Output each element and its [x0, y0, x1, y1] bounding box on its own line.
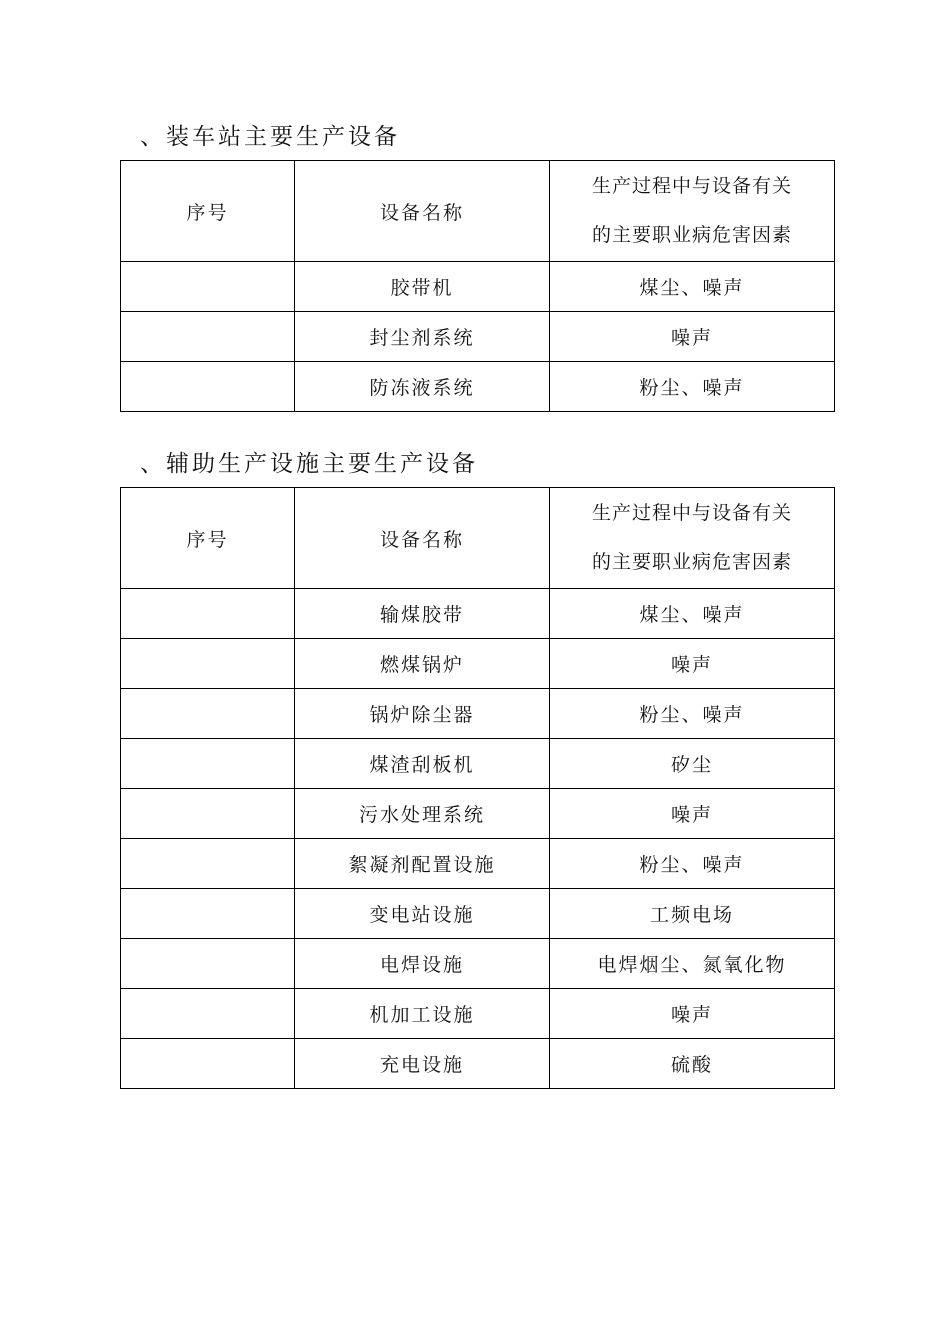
table-header-row	[121, 488, 835, 589]
cell-hazard: 电焊烟尘、氮氧化物	[550, 939, 835, 989]
cell-hazard: 噪声	[550, 312, 835, 362]
section-title-auxiliary-facilities: 、辅助生产设施主要生产设备	[140, 451, 478, 477]
cell-hazard: 噪声	[550, 639, 835, 689]
cell-equipment-name: 防冻液系统	[295, 362, 550, 412]
table-row	[121, 312, 835, 362]
header-equipment-name: 设备名称	[295, 161, 550, 262]
cell-index	[121, 839, 295, 889]
table-row	[121, 839, 835, 889]
table-row	[121, 689, 835, 739]
table-header-row	[121, 161, 835, 262]
table-row	[121, 889, 835, 939]
cell-equipment-name: 充电设施	[295, 1039, 550, 1089]
cell-hazard: 粉尘、噪声	[550, 839, 835, 889]
cell-equipment-name: 机加工设施	[295, 989, 550, 1039]
table-row	[121, 789, 835, 839]
cell-index	[121, 789, 295, 839]
header-index: 序号	[121, 488, 295, 589]
header-hazard-factors	[550, 161, 835, 262]
cell-hazard: 噪声	[550, 789, 835, 839]
cell-index	[121, 889, 295, 939]
header-hazard-line-1: 生产过程中与设备有关	[591, 502, 792, 524]
cell-equipment-name: 胶带机	[295, 262, 550, 312]
header-hazard-factors	[550, 488, 835, 589]
cell-equipment-name: 封尘剂系统	[295, 312, 550, 362]
table-row	[121, 639, 835, 689]
equipment-table-auxiliary-facilities	[120, 487, 835, 1089]
header-hazard-line-2: 的主要职业病危害因素	[591, 551, 792, 573]
cell-index	[121, 1039, 295, 1089]
cell-hazard: 矽尘	[550, 739, 835, 789]
cell-equipment-name: 锅炉除尘器	[295, 689, 550, 739]
cell-equipment-name: 输煤胶带	[295, 589, 550, 639]
cell-equipment-name: 煤渣刮板机	[295, 739, 550, 789]
cell-hazard: 粉尘、噪声	[550, 362, 835, 412]
cell-equipment-name: 燃煤锅炉	[295, 639, 550, 689]
table-row	[121, 989, 835, 1039]
cell-index	[121, 939, 295, 989]
cell-index	[121, 639, 295, 689]
header-index: 序号	[121, 161, 295, 262]
cell-index	[121, 589, 295, 639]
cell-hazard: 工频电场	[550, 889, 835, 939]
cell-hazard: 煤尘、噪声	[550, 589, 835, 639]
cell-equipment-name: 电焊设施	[295, 939, 550, 989]
table-row	[121, 362, 835, 412]
cell-hazard: 噪声	[550, 989, 835, 1039]
cell-hazard: 硫酸	[550, 1039, 835, 1089]
cell-index	[121, 989, 295, 1039]
header-hazard-line-1: 生产过程中与设备有关	[591, 175, 792, 197]
table-row	[121, 589, 835, 639]
section-title-loading-station: 、装车站主要生产设备	[140, 124, 400, 150]
cell-index	[121, 362, 295, 412]
cell-equipment-name: 变电站设施	[295, 889, 550, 939]
cell-hazard: 煤尘、噪声	[550, 262, 835, 312]
cell-equipment-name: 絮凝剂配置设施	[295, 839, 550, 889]
header-hazard-line-2: 的主要职业病危害因素	[591, 224, 792, 246]
equipment-table-loading-station	[120, 160, 835, 412]
table-row	[121, 739, 835, 789]
cell-hazard: 粉尘、噪声	[550, 689, 835, 739]
table-row	[121, 939, 835, 989]
header-equipment-name: 设备名称	[295, 488, 550, 589]
cell-equipment-name: 污水处理系统	[295, 789, 550, 839]
cell-index	[121, 739, 295, 789]
cell-index	[121, 262, 295, 312]
cell-index	[121, 312, 295, 362]
cell-index	[121, 689, 295, 739]
table-row	[121, 1039, 835, 1089]
table-row	[121, 262, 835, 312]
